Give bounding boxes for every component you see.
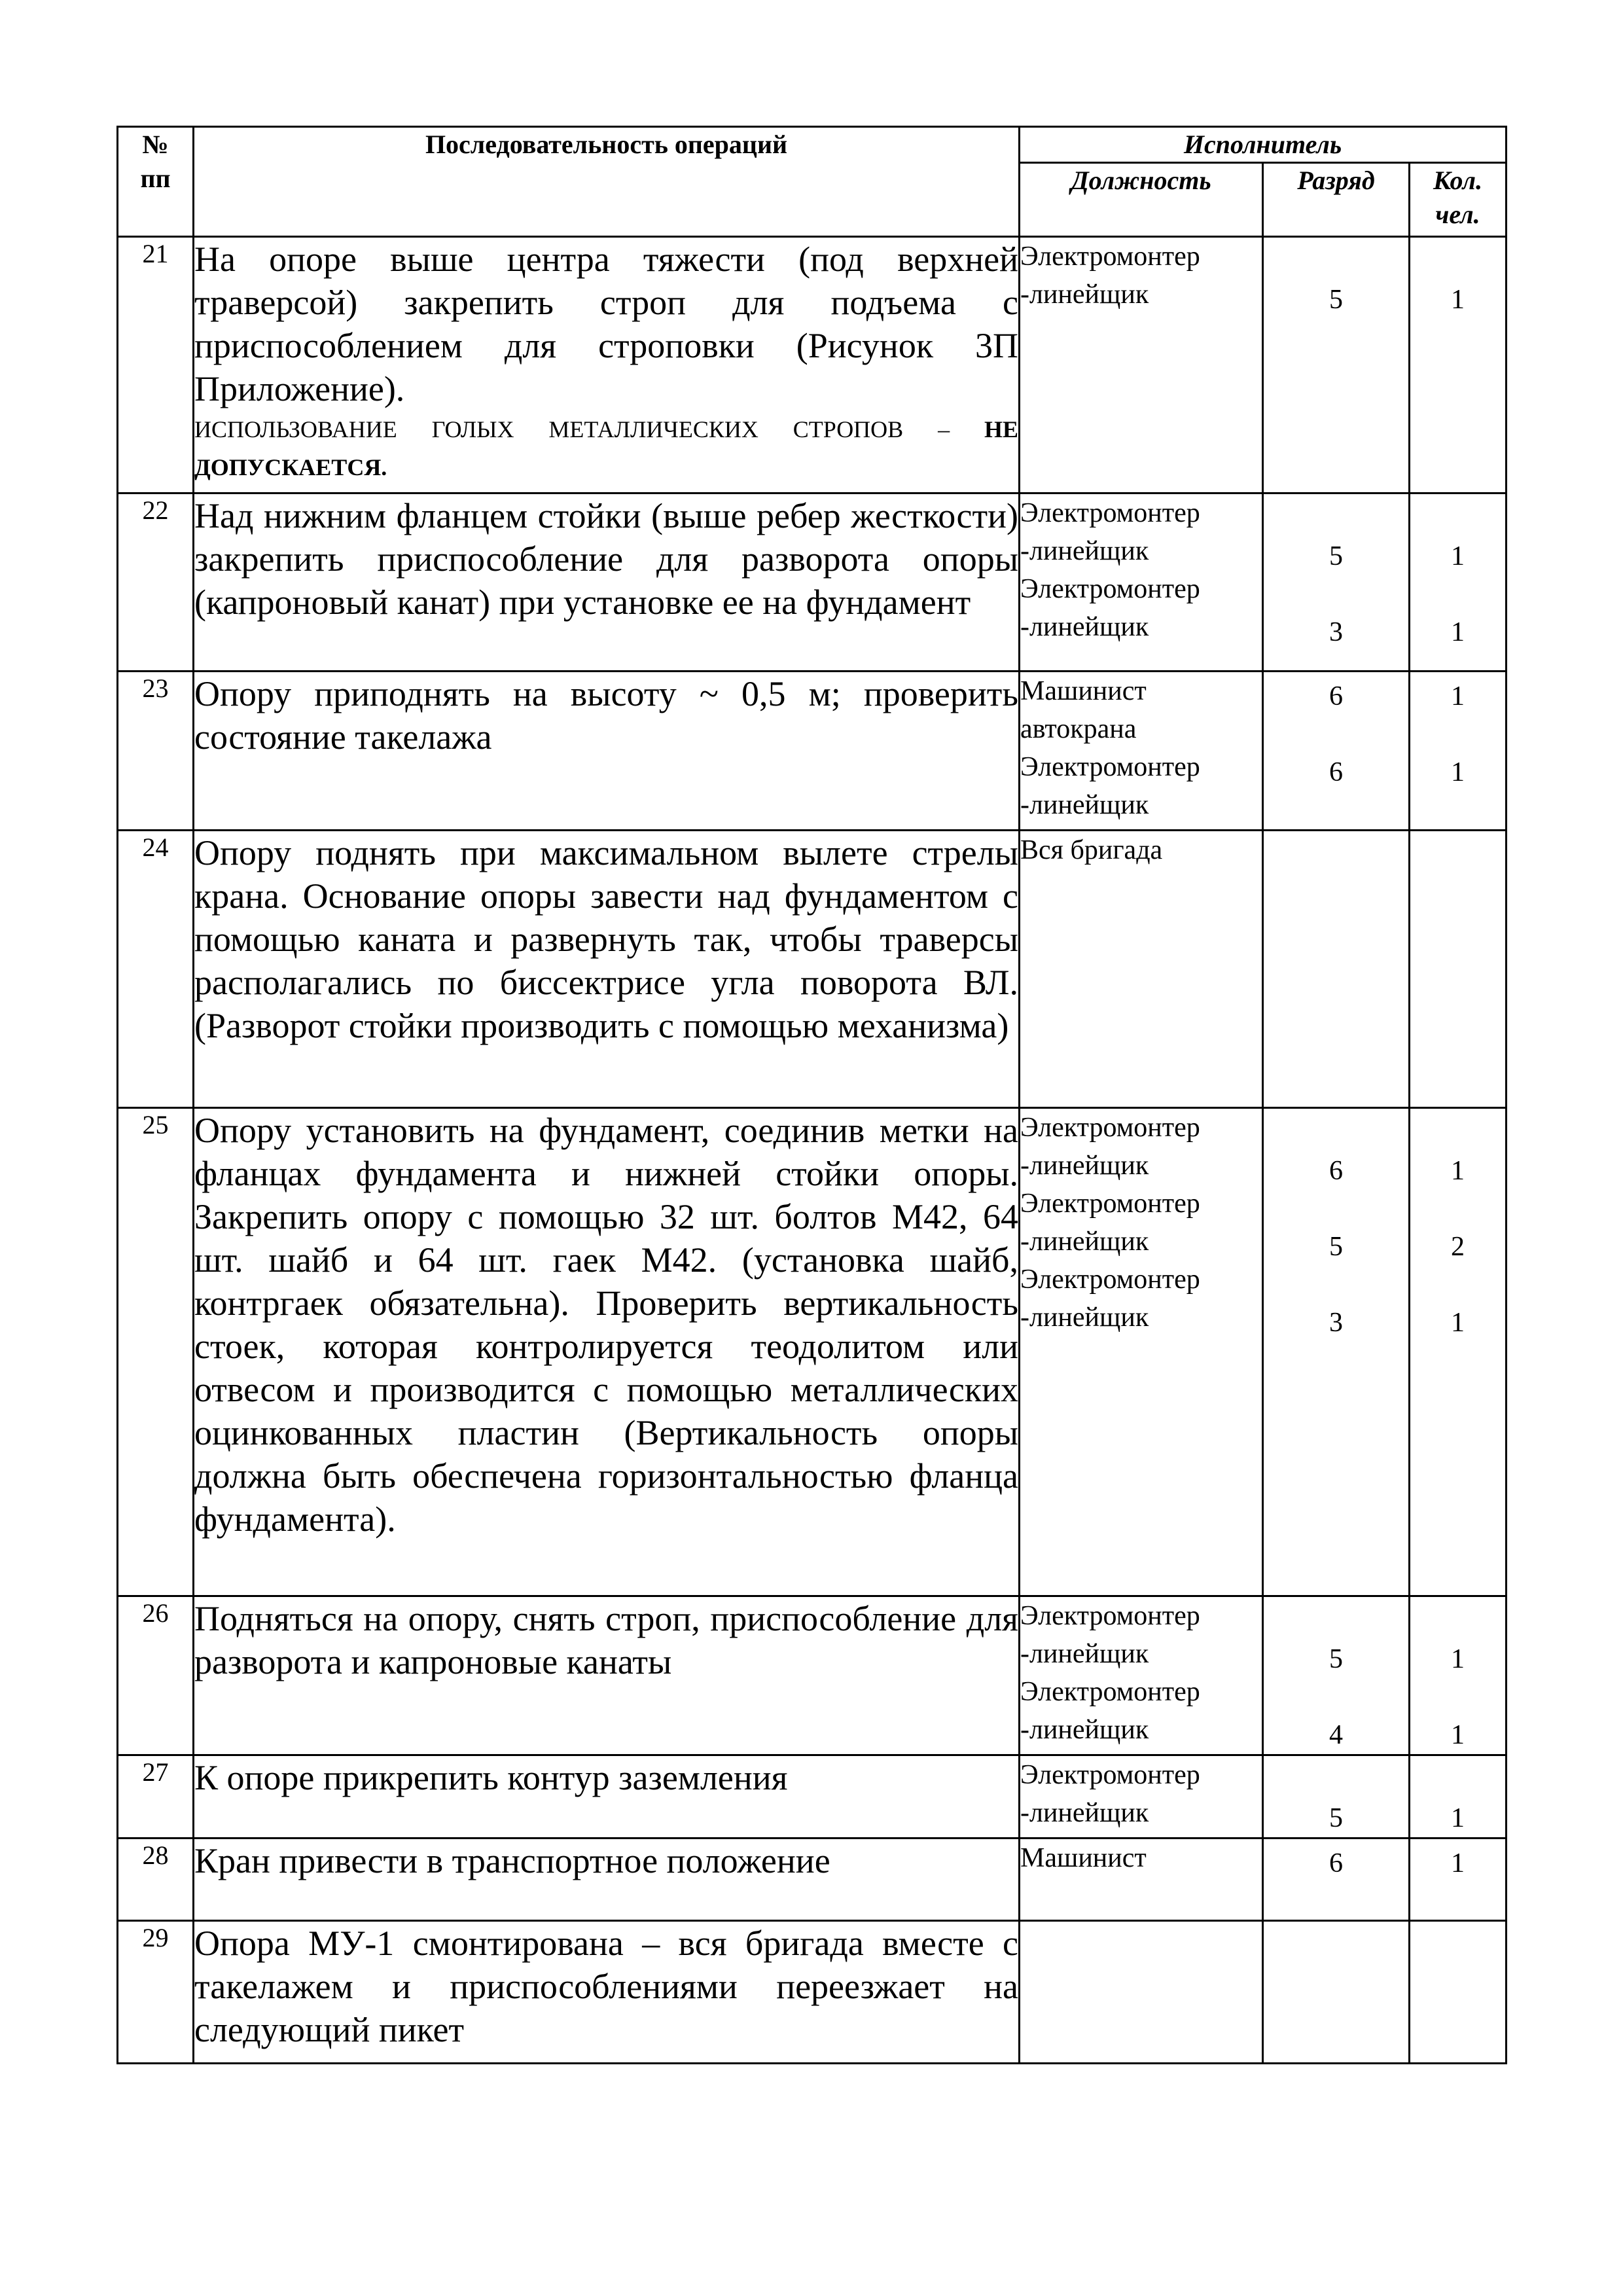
operation-description <box>194 1596 1020 1755</box>
table-body <box>118 237 1507 2064</box>
executor-role-line: Электромонтер <box>1020 1677 1200 1707</box>
operation-description <box>194 237 1020 493</box>
executor-count-line <box>1410 836 1505 874</box>
executor-role-line: -линейщик <box>1020 1798 1149 1828</box>
operation-text: Над нижним фланцем стойки (выше ребер жесткости) закрепить приспособление для разворота опоры (капроновый канат) при установке ее на фундамент <box>194 496 1018 622</box>
executor-grade-line: 6 <box>1329 1848 1343 1878</box>
executor-role-line: Электромонтер <box>1020 1265 1200 1295</box>
executor-count-line: 1 <box>1451 285 1465 315</box>
executor-grade-line: 5 <box>1329 1644 1343 1674</box>
executor-count-line <box>1410 791 1505 829</box>
header-number-label: № <box>142 130 169 159</box>
header-role: Должность <box>1020 163 1263 237</box>
executor-count-line <box>1410 1190 1505 1228</box>
executor-count-cell <box>1410 672 1507 831</box>
executor-count-line <box>1410 1114 1505 1152</box>
operation-description <box>194 1755 1020 1839</box>
executor-role-line: -линейщик <box>1020 1151 1149 1181</box>
executor-count-line: 1 <box>1451 681 1465 711</box>
safety-note <box>194 410 1018 486</box>
row-number: 22 <box>118 493 194 672</box>
header-number-sub: пп <box>140 164 171 193</box>
header-count-line-1: Кол. <box>1433 166 1483 195</box>
executor-role-line: -линейщик <box>1020 1639 1149 1669</box>
executor-grade-line: 5 <box>1329 541 1343 571</box>
executor-grade-cell <box>1263 1108 1410 1596</box>
executor-grade-cell <box>1263 1839 1410 1921</box>
executor-role-line: Машинист <box>1020 676 1147 706</box>
executor-count-cell <box>1410 237 1507 493</box>
table-row <box>118 1596 1507 1755</box>
executor-count-line: 1 <box>1451 541 1465 571</box>
operation-text: Опору приподнять на высоту ~ 0,5 м; проверить состояние такелажа <box>194 674 1018 757</box>
executor-role-cell <box>1020 1921 1263 2064</box>
executor-count-line <box>1410 499 1505 537</box>
executor-count-line: 1 <box>1451 1156 1465 1186</box>
safety-note-emphasis: НЕ ДОПУСКАЕТСЯ. <box>194 416 1018 480</box>
executor-grade-cell <box>1263 493 1410 672</box>
executor-role-cell <box>1020 493 1263 672</box>
header-count-line-2: чел. <box>1435 200 1480 229</box>
operation-description <box>194 831 1020 1108</box>
executor-role-line: Электромонтер <box>1020 1189 1200 1219</box>
table-row <box>118 493 1507 672</box>
row-number: 24 <box>118 831 194 1108</box>
executor-role-line: -линейщик <box>1020 1302 1149 1333</box>
executor-role-line: Вся бригада <box>1020 835 1163 865</box>
executor-grade-line <box>1264 715 1408 753</box>
executor-grade-cell <box>1263 831 1410 1108</box>
executor-grade-cell <box>1263 237 1410 493</box>
operation-text: На опоре выше центра тяжести (под верхней траверсой) закрепить строп для подъема с приспособлением для строповки (Рисунок 3П Приложение). <box>194 240 1018 408</box>
executor-grade-line <box>1264 499 1408 537</box>
executor-role-line: автокрана <box>1020 714 1137 744</box>
executor-grade-line <box>1264 1927 1408 1965</box>
executor-grade-line: 5 <box>1329 285 1343 315</box>
executor-count-line <box>1410 243 1505 281</box>
row-number: 29 <box>118 1921 194 2064</box>
executor-count-line <box>1410 1266 1505 1304</box>
table-row <box>118 237 1507 493</box>
executor-role-line: -линейщик <box>1020 1715 1149 1745</box>
executor-grade-cell <box>1263 1755 1410 1839</box>
executor-grade-line: 6 <box>1329 681 1343 711</box>
table-row <box>118 1108 1507 1596</box>
executor-role-line: Электромонтер <box>1020 498 1200 528</box>
executor-count-line <box>1410 575 1505 613</box>
executor-count-line: 1 <box>1451 1720 1465 1750</box>
row-number: 25 <box>118 1108 194 1596</box>
executor-role-line: -линейщик <box>1020 790 1149 820</box>
executor-grade-cell <box>1263 1921 1410 2064</box>
executor-count-line <box>1410 1602 1505 1640</box>
executor-role-line: Машинист <box>1020 1843 1147 1873</box>
executor-count-line: 2 <box>1451 1232 1465 1262</box>
executor-role-line: -линейщик <box>1020 612 1149 642</box>
executor-role-line: Электромонтер <box>1020 242 1200 272</box>
executor-count-line: 1 <box>1451 1644 1465 1674</box>
executor-grade-line: 4 <box>1329 1720 1343 1750</box>
executor-role-cell <box>1020 1108 1263 1596</box>
operation-text: Опора МУ-1 смонтирована – вся бригада вместе с такелажем и приспособлениями переезжает на следующий пикет <box>194 1924 1018 2049</box>
executor-count-cell <box>1410 831 1507 1108</box>
executor-role-cell <box>1020 1755 1263 1839</box>
operation-description <box>194 493 1020 672</box>
executor-grade-line <box>1264 575 1408 613</box>
executor-grade-line: 6 <box>1329 757 1343 787</box>
operation-description <box>194 1839 1020 1921</box>
safety-note-text: ИСПОЛЬЗОВАНИЕ ГОЛЫХ МЕТАЛЛИЧЕСКИХ СТРОПОВ – <box>194 416 984 442</box>
operation-text: Подняться на опору, снять строп, приспособление для разворота и капроновые канаты <box>194 1599 1018 1681</box>
executor-grade-line <box>1264 243 1408 281</box>
operation-description <box>194 1921 1020 2064</box>
executor-role-line: -линейщик <box>1020 1227 1149 1257</box>
header-grade: Разряд <box>1263 163 1410 237</box>
executor-count-cell <box>1410 1108 1507 1596</box>
executor-grade-line: 3 <box>1329 1308 1343 1338</box>
executor-role-cell <box>1020 237 1263 493</box>
row-number: 21 <box>118 237 194 493</box>
executor-count-cell <box>1410 493 1507 672</box>
row-number: 23 <box>118 672 194 831</box>
executor-role-line: -линейщик <box>1020 536 1149 566</box>
executor-count-line <box>1410 1761 1505 1799</box>
table-row <box>118 1839 1507 1921</box>
table-row <box>118 831 1507 1108</box>
executor-role-line: Электромонтер <box>1020 1113 1200 1143</box>
executor-grade-line <box>1264 1266 1408 1304</box>
row-number: 28 <box>118 1839 194 1921</box>
row-number: 26 <box>118 1596 194 1755</box>
executor-count-line: 1 <box>1451 1848 1465 1878</box>
executor-count-line: 1 <box>1451 757 1465 787</box>
executor-count-line: 1 <box>1451 1803 1465 1833</box>
executor-role-cell <box>1020 672 1263 831</box>
executor-role-line: Электромонтер <box>1020 1760 1200 1790</box>
header-row-1 <box>118 127 1507 163</box>
executor-grade-line: 5 <box>1329 1803 1343 1833</box>
executor-role-cell <box>1020 831 1263 1108</box>
header-operations: Последовательность операций <box>194 127 1020 237</box>
table-row <box>118 1755 1507 1839</box>
header-count <box>1410 163 1507 237</box>
executor-role-line: -линейщик <box>1020 279 1149 310</box>
header-executor: Исполнитель <box>1020 127 1507 163</box>
executor-grade-line: 3 <box>1329 617 1343 647</box>
executor-grade-line <box>1264 1678 1408 1716</box>
executor-role-cell <box>1020 1839 1263 1921</box>
executor-grade-cell <box>1263 1596 1410 1755</box>
operation-description <box>194 1108 1020 1596</box>
table-row <box>118 672 1507 831</box>
row-number: 27 <box>118 1755 194 1839</box>
executor-count-line <box>1410 715 1505 753</box>
header-number <box>118 127 194 237</box>
executor-count-line <box>1410 1678 1505 1716</box>
executor-role-line: Электромонтер <box>1020 1601 1200 1631</box>
executor-count-line: 1 <box>1451 1308 1465 1338</box>
executor-grade-line <box>1264 1602 1408 1640</box>
executor-role-line: Электромонтер <box>1020 752 1200 782</box>
table-row <box>118 1921 1507 2064</box>
executor-role-line: Электромонтер <box>1020 574 1200 604</box>
executor-role-cell <box>1020 1596 1263 1755</box>
operation-text: Опору поднять при максимальном вылете стрелы крана. Основание опоры завести над фундаментом с помощью каната и развернуть так, чтобы траверсы располагались по биссектрисе угла поворота ВЛ. (Разворот стойки производить с помощью механизма) <box>194 833 1018 1045</box>
executor-grade-line <box>1264 1761 1408 1799</box>
operation-text: Опору установить на фундамент, соединив метки на фланцах фундамента и нижней стойки опоры. Закрепить опору с помощью 32 шт. болтов М42, 64 шт. шайб и 64 шт. гаек М42. (установка шайб, контргаек обязательна). Проверить вертикальность стоек, которая контролируется теодолитом или отвесом и производится с помощью металлических оцинкованных пластин (Вертикальность опоры должна быть обеспечена горизонтальностью фланца фундамента). <box>194 1111 1018 1539</box>
executor-count-cell <box>1410 1755 1507 1839</box>
executor-grade-line <box>1264 791 1408 829</box>
executor-count-cell <box>1410 1921 1507 2064</box>
executor-grade-line <box>1264 1114 1408 1152</box>
executor-grade-line <box>1264 836 1408 874</box>
executor-grade-line: 6 <box>1329 1156 1343 1186</box>
executor-grade-cell <box>1263 672 1410 831</box>
operation-description <box>194 672 1020 831</box>
executor-count-line <box>1410 1927 1505 1965</box>
executor-grade-line: 5 <box>1329 1232 1343 1262</box>
executor-count-cell <box>1410 1839 1507 1921</box>
executor-count-line: 1 <box>1451 617 1465 647</box>
operation-text: К опоре прикрепить контур заземления <box>194 1758 788 1797</box>
executor-grade-line <box>1264 1190 1408 1228</box>
operation-text: Кран привести в транспортное положение <box>194 1841 830 1880</box>
executor-count-cell <box>1410 1596 1507 1755</box>
operations-table <box>116 126 1507 2064</box>
